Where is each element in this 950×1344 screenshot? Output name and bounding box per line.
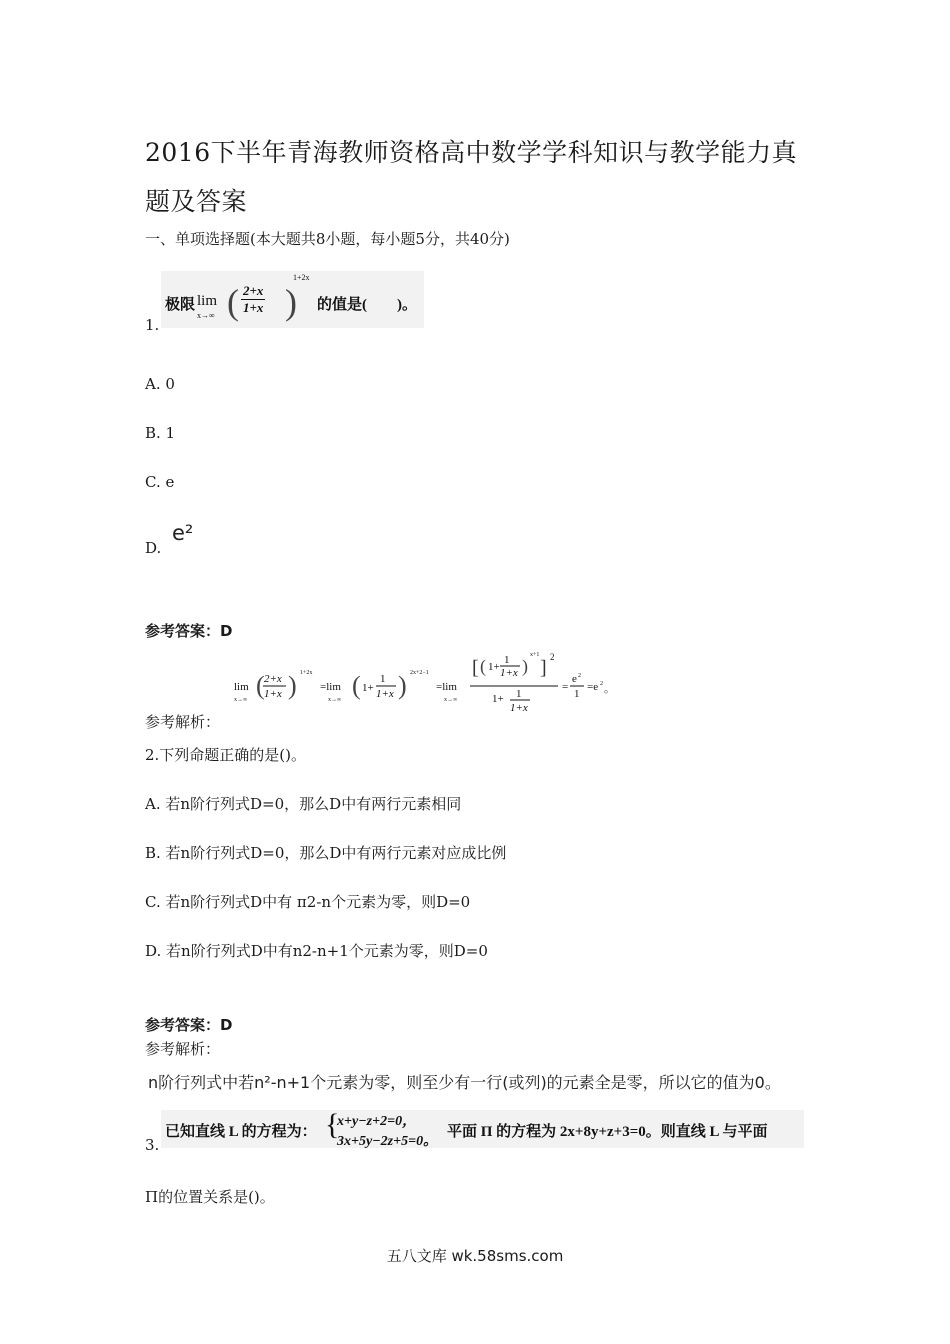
svg-text:2x+2−1: 2x+2−1	[410, 670, 429, 676]
q2-analysis-text: n阶行列式中若n²-n+1个元素为零，则至少有一行(或列)的元素全是零，所以它的值为0。	[148, 1073, 781, 1092]
svg-text:1: 1	[516, 688, 522, 700]
q3-formula-eq2: 3x+5y−2z+5=0。	[337, 1134, 438, 1149]
svg-text:x→∞: x→∞	[328, 697, 342, 703]
svg-text:(: (	[256, 671, 265, 700]
q1-answer: 参考答案：D	[145, 622, 233, 640]
svg-text:。: 。	[604, 683, 615, 695]
svg-text:): )	[522, 656, 528, 676]
q1-analysis-formula-graphic	[230, 644, 630, 716]
q3-number: 3.	[145, 1136, 160, 1154]
q1-formula-lim: lim	[197, 293, 218, 309]
q2-option-b: B. 若n阶行列式D=0，那么D中有两行元素对应成比例	[145, 844, 507, 862]
q1-formula-lparen: (	[227, 282, 239, 322]
svg-text:e: e	[572, 673, 577, 685]
q2-stem: 2.下列命题正确的是()。	[145, 746, 307, 764]
q1-analysis-label: 参考解析：	[145, 713, 221, 731]
svg-text:2+x: 2+x	[264, 673, 282, 685]
q1-formula-numerator: 2+x	[243, 283, 264, 298]
svg-text:1+: 1+	[492, 693, 504, 705]
q3-formula-brace: {	[325, 1108, 340, 1141]
q1-number: 1.	[145, 316, 160, 334]
q3-formula-prefix: 已知直线 L 的方程为：	[165, 1124, 317, 1140]
svg-text:1+x: 1+x	[264, 688, 282, 700]
document-title-line2: 题及答案	[145, 187, 248, 216]
svg-text:=e: =e	[587, 681, 599, 693]
svg-text:1+2x: 1+2x	[300, 670, 313, 676]
svg-text:=lim: =lim	[436, 681, 457, 693]
q1-formula-lim-sub: x→∞	[197, 311, 215, 320]
q1-formula-suffix: 的值是( )。	[317, 297, 417, 313]
q3-formula-eq1: x+y−z+2=0，	[337, 1114, 417, 1129]
q1-option-c: C. e	[145, 473, 175, 491]
svg-text:1+x: 1+x	[376, 688, 394, 700]
q2-answer: 参考答案：D	[145, 1016, 233, 1034]
svg-text:1+x: 1+x	[510, 702, 528, 714]
document-title-line1: 2016下半年青海教师资格高中数学学科知识与教学能力真	[145, 138, 798, 167]
q3-continuation: Π的位置关系是()。	[145, 1188, 275, 1206]
svg-text:): )	[288, 671, 297, 700]
page-footer: 五八文库 wk.58sms.com	[386, 1247, 564, 1265]
svg-text:(: (	[352, 671, 361, 700]
svg-text:x→∞: x→∞	[234, 697, 248, 703]
q1-formula-exponent: 1+2x	[293, 273, 310, 282]
q2-option-c: C. 若n阶行列式D中有 π2-n个元素为零，则D=0	[145, 893, 471, 911]
svg-text:): )	[398, 671, 407, 700]
svg-text:1: 1	[574, 688, 580, 700]
q1-option-d-value: e²	[172, 521, 194, 545]
q3-formula-suffix: 平面 Π 的方程为 2x+8y+z+3=0。则直线 L 与平面	[447, 1124, 768, 1140]
svg-text:1+: 1+	[488, 661, 500, 673]
q1-formula-denominator: 1+x	[243, 300, 264, 315]
q1-formula-image	[161, 271, 424, 328]
section-heading: 一、单项选择题(本大题共8小题，每小题5分，共40分)	[145, 230, 510, 248]
svg-text:x+1: x+1	[530, 652, 540, 658]
svg-text:=lim: =lim	[320, 681, 341, 693]
svg-text:[: [	[472, 657, 479, 679]
q2-option-a: A. 若n阶行列式D=0，那么D中有两行元素相同	[145, 795, 462, 813]
svg-text:2: 2	[578, 673, 581, 679]
svg-text:=: =	[562, 681, 569, 693]
svg-text:2: 2	[600, 681, 603, 687]
q1-analysis-formula-image	[230, 644, 630, 716]
q1-formula-fraction	[241, 283, 265, 316]
svg-text:1+x: 1+x	[500, 667, 518, 679]
svg-text:(: (	[480, 656, 486, 676]
q1-formula-prefix: 极限	[165, 297, 196, 313]
svg-text:lim: lim	[234, 681, 249, 693]
svg-text:1: 1	[380, 673, 386, 685]
svg-text:x→∞: x→∞	[444, 697, 458, 703]
q2-analysis-label: 参考解析：	[145, 1040, 221, 1058]
svg-text:]: ]	[540, 657, 547, 679]
q3-formula-image	[161, 1110, 804, 1148]
svg-text:2: 2	[550, 652, 555, 662]
q1-option-b: B. 1	[145, 424, 176, 442]
svg-text:1+: 1+	[362, 682, 374, 694]
svg-text:1: 1	[504, 654, 510, 666]
q1-option-d-label: D.	[145, 539, 162, 557]
q1-formula-rparen: )	[285, 282, 297, 322]
q2-option-d: D. 若n阶行列式D中有n2-n+1个元素为零，则D=0	[145, 942, 488, 960]
q1-option-a: A. 0	[145, 375, 175, 393]
